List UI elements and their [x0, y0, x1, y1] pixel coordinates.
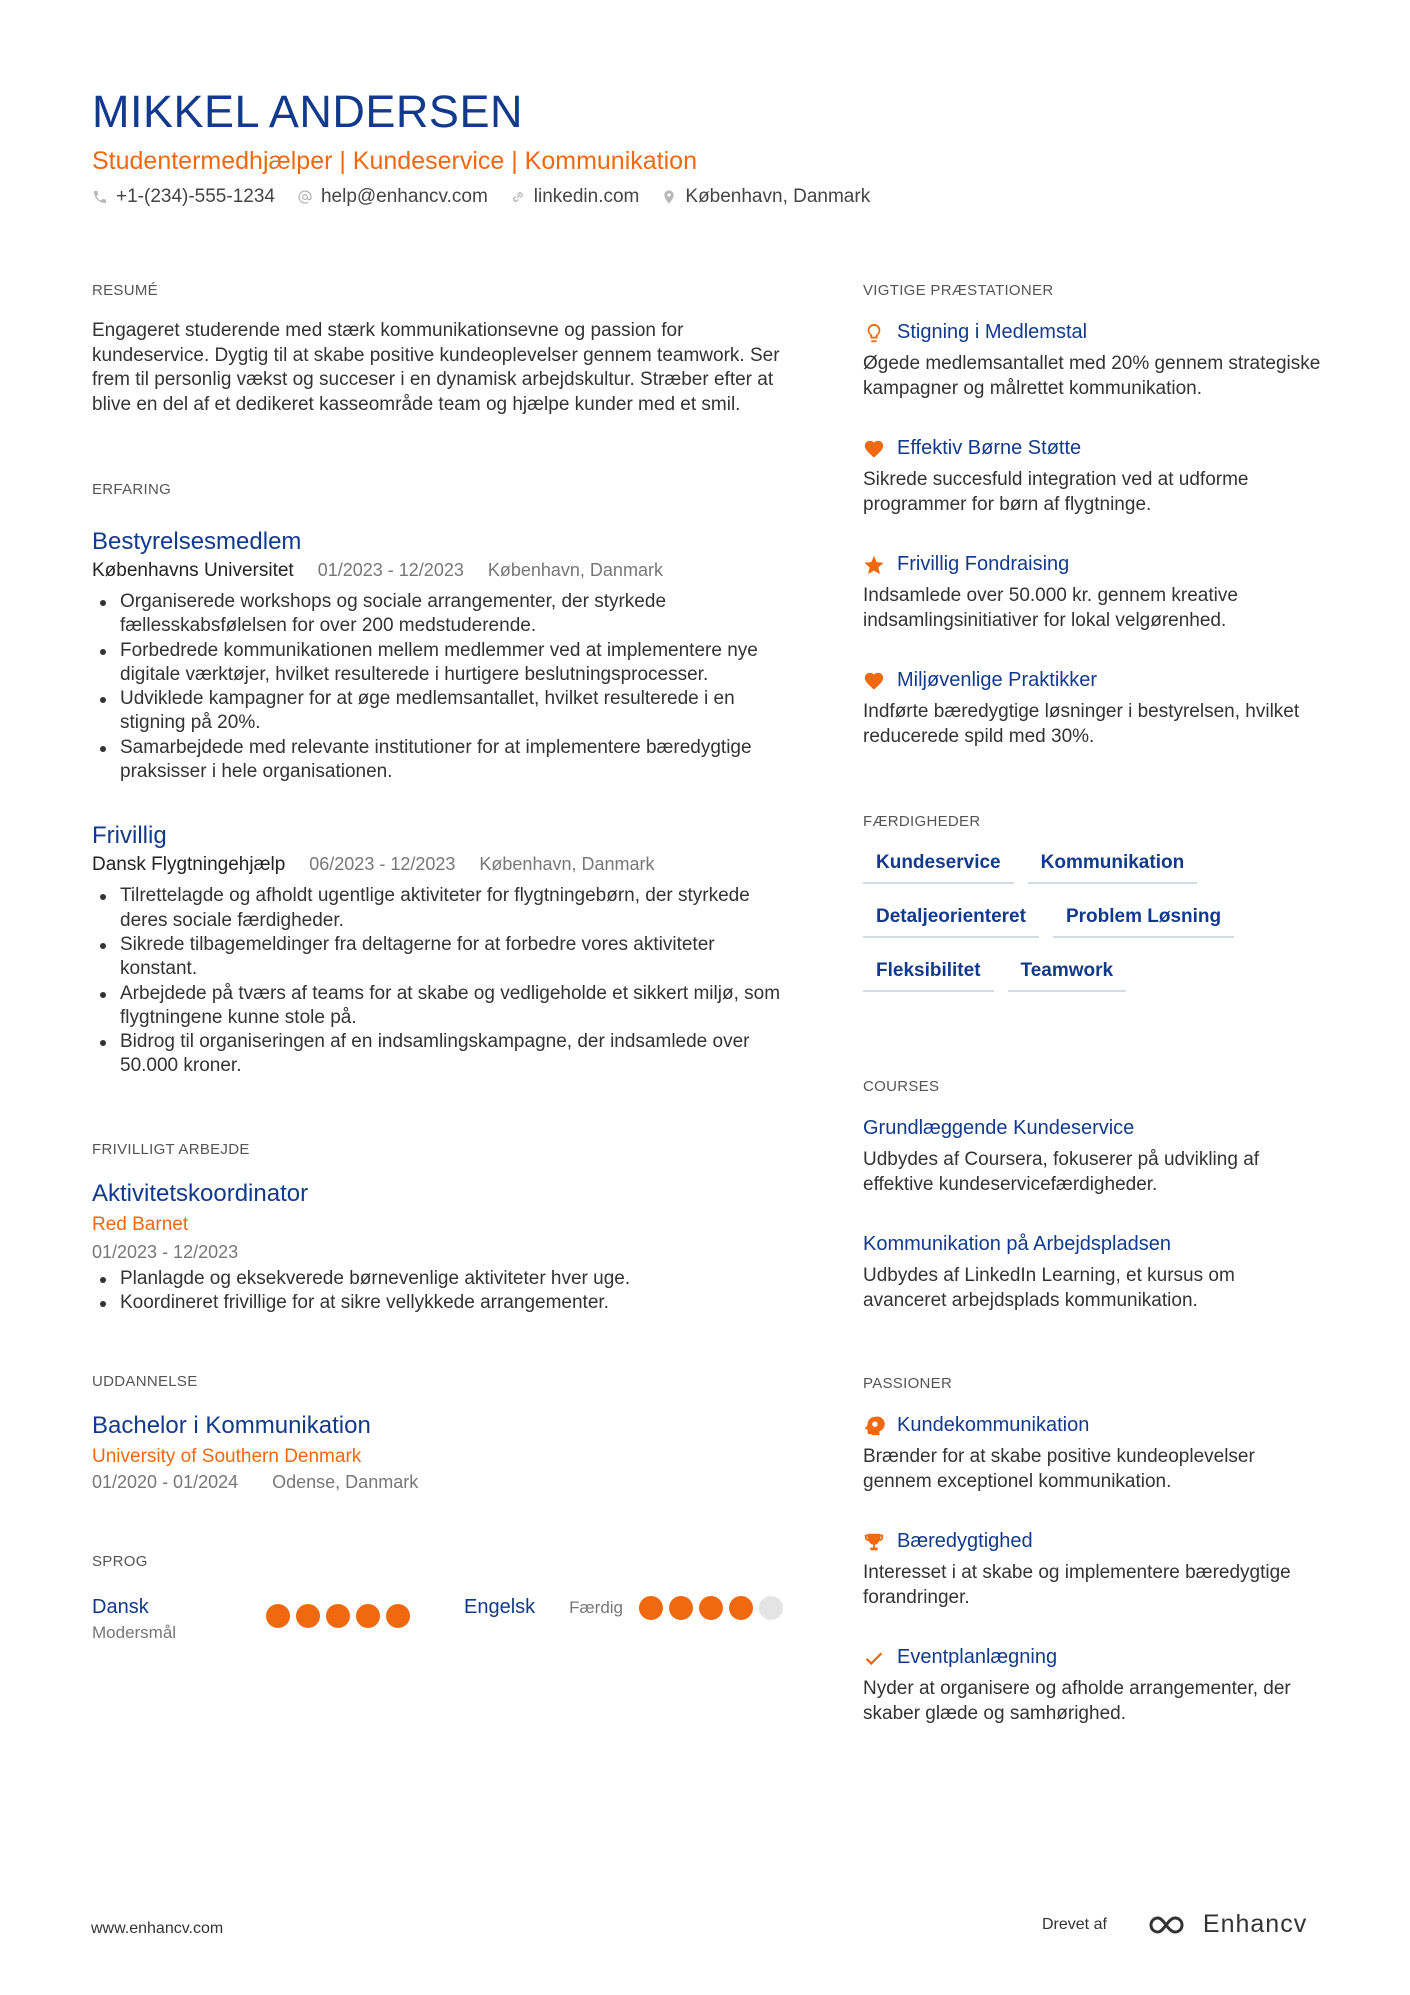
education-location: Odense, Danmark — [272, 1472, 419, 1493]
job-title: Bestyrelsesmedlem — [92, 528, 302, 555]
achievement-item — [863, 321, 1323, 401]
achievement-item — [863, 553, 1323, 633]
achievement-title-text: Miljøvenlige Praktikker — [897, 669, 1098, 691]
courses-heading: COURSES — [863, 1078, 940, 1095]
email-text[interactable]: help@enhancv.com — [320, 186, 488, 207]
job-entry — [92, 528, 792, 784]
job-dates: 01/2023 - 12/2023 — [317, 560, 464, 580]
job-company: Københavns Universitet — [92, 560, 294, 581]
passion-desc: Nyder at organisere og afholde arrangementer, der skaber glæde og samhørighed. — [863, 1678, 1291, 1724]
education-meta — [92, 1472, 792, 1493]
trophy-icon — [863, 1531, 885, 1553]
volunteer-section — [92, 1141, 792, 1316]
achievement-title — [863, 553, 1323, 576]
achievements-heading: VIGTIGE PRÆSTATIONER — [863, 282, 1054, 299]
candidate-subtitle: Studentermedhjælper | Kundeservice | Kommunikation — [92, 147, 697, 175]
passion-title-text: Kundekommunikation — [897, 1414, 1090, 1436]
language-name: Dansk — [92, 1596, 149, 1619]
linkedin-text[interactable]: linkedin.com — [533, 186, 640, 207]
job-location: København, Danmark — [479, 854, 655, 875]
passion-title-text: Bæredygtighed — [897, 1530, 1033, 1552]
rating-dot-filled — [669, 1596, 693, 1620]
languages-heading: SPROG — [92, 1553, 148, 1571]
candidate-name: MIKKEL ANDERSEN — [92, 86, 523, 137]
education-degree: Bachelor i Kommunikation — [92, 1412, 371, 1440]
summary-section — [92, 282, 792, 417]
rating-dot-filled — [266, 1604, 290, 1628]
contact-email[interactable] — [297, 186, 488, 208]
at-icon — [297, 189, 313, 205]
bullet-item: Samarbejdede med relevante institutioner for at implementere bæredygtige praksisser i hele organisationen. — [92, 736, 792, 785]
course-title: Kommunikation på Arbejdspladsen — [863, 1233, 1171, 1255]
volunteer-bullets — [92, 1267, 792, 1316]
bullet-item: Koordineret frivillige for at sikre vellykkede arrangementer. — [92, 1291, 792, 1315]
summary-text: Engageret studerende med stærk kommunikationsevne og passion for kundeservice. Dygtig til at skabe positive kundeoplevelser gennem teamwork. Ser frem til personlig vækst og succeser i en dynamisk arbejdskultur. Stræber efter at blive en del af et dedikeret kasseområde team og hjælpe kunder med et smil. — [92, 320, 780, 415]
right-column — [863, 282, 1323, 1726]
achievement-desc: Øgede medlemsantallet med 20% gennem strategiske kampagner og målrettet kommunikation. — [863, 353, 1321, 399]
languages-section — [92, 1553, 792, 1643]
bullet-item: Udviklede kampagner for at øge medlemsantallet, hvilket resulterede i en stigning på 20%. — [92, 687, 792, 736]
volunteer-org: Red Barnet — [92, 1213, 189, 1235]
achievement-title-text: Effektiv Børne Støtte — [897, 437, 1082, 459]
language-item — [92, 1596, 266, 1643]
skill-tag: Teamwork — [1008, 960, 1127, 992]
job-location: København, Danmark — [487, 560, 663, 580]
rating-dot-filled — [386, 1604, 410, 1628]
skills-list — [863, 852, 1303, 992]
achievement-item — [863, 669, 1323, 749]
heart-icon — [863, 670, 885, 692]
achievement-title — [863, 321, 1323, 344]
contact-linkedin[interactable] — [510, 186, 640, 208]
languages-row — [92, 1596, 792, 1643]
volunteer-dates: 01/2023 - 12/2023 — [92, 1241, 239, 1262]
head-icon — [863, 1415, 885, 1437]
passion-item — [863, 1530, 1323, 1610]
rating-dot-filled — [699, 1596, 723, 1620]
passion-item — [863, 1414, 1323, 1494]
job-meta — [92, 854, 792, 876]
skill-tag: Problem Løsning — [1053, 906, 1234, 938]
bullet-item: Organiserede workshops og sociale arrangementer, der styrkede fællesskabsfølelsen for over 200 medstuderende. — [92, 590, 792, 639]
lightbulb-icon — [863, 322, 885, 344]
star-icon — [863, 554, 885, 576]
skill-tag: Fleksibilitet — [863, 960, 994, 992]
experience-heading: ERFARING — [92, 481, 172, 498]
achievement-title — [863, 437, 1323, 460]
contact-location — [661, 186, 870, 208]
passion-desc: Interesset i at skabe og implementere bæredygtige forandringer. — [863, 1562, 1291, 1608]
achievement-item — [863, 437, 1323, 517]
bullet-item: Arbejdede på tværs af teams for at skabe og vedligeholde et sikkert miljø, som flygtningene kunne stole på. — [92, 982, 792, 1031]
link-icon — [510, 189, 526, 205]
summary-heading: RESUMÉ — [92, 282, 158, 299]
bullet-item: Planlagde og eksekverede børnevenlige aktiviteter hver uge. — [92, 1267, 792, 1291]
phone-icon — [92, 189, 108, 205]
education-section — [92, 1373, 792, 1493]
bullet-item: Bidrog til organiseringen af en indsamlingskampagne, der indsamlede over 50.000 kroner. — [92, 1030, 792, 1079]
enhancv-logo-icon — [1147, 1913, 1193, 1937]
job-company: Dansk Flygtningehjælp — [92, 854, 286, 876]
language-rating — [266, 1604, 410, 1628]
language-item — [464, 1596, 623, 1619]
rating-dot-filled — [296, 1604, 320, 1628]
course-desc: Udbydes af Coursera, fokuserer på udvikling af effektive kundeservicefærdigheder. — [863, 1149, 1260, 1195]
powered-by-label: Drevet af — [1042, 1915, 1107, 1933]
courses-section — [863, 1078, 1323, 1313]
skills-section — [863, 813, 1323, 992]
rating-dot-filled — [729, 1596, 753, 1620]
achievement-title-text: Stigning i Medlemstal — [897, 321, 1088, 343]
rating-dot-filled — [639, 1596, 663, 1620]
passion-title — [863, 1530, 1323, 1553]
course-item — [863, 1117, 1323, 1197]
bullet-item: Forbedrede kommunikationen mellem medlemmer ved at implementere nye digitale værktøjer, hvilket resulterede i hurtigere beslutningsprocesser. — [92, 639, 792, 688]
passion-title — [863, 1646, 1323, 1669]
skill-tag: Kundeservice — [863, 852, 1014, 884]
job-bullets — [92, 884, 792, 1078]
contact-bar — [92, 186, 870, 208]
phone-text: +1-(234)-555-1234 — [116, 186, 275, 207]
heart-icon — [863, 438, 885, 460]
achievements-section — [863, 282, 1323, 749]
skills-heading: FÆRDIGHEDER — [863, 813, 981, 830]
language-level: Færdig — [569, 1597, 624, 1617]
brand-name: Enhancv — [1202, 1910, 1308, 1938]
job-meta — [92, 560, 792, 582]
check-icon — [863, 1647, 885, 1669]
bullet-item: Tilrettelagde og afholdt ugentlige aktiviteter for flygtningebørn, der styrkede deres sociale færdigheder. — [92, 884, 792, 933]
education-dates: 01/2020 - 01/2024 — [92, 1472, 239, 1493]
rating-dot-empty — [759, 1596, 783, 1620]
skill-tag: Kommunikation — [1028, 852, 1198, 884]
passion-desc: Brænder for at skabe positive kundeoplevelser gennem exceptionel kommunikation. — [863, 1446, 1255, 1492]
education-heading: UDDANNELSE — [92, 1373, 198, 1391]
rating-dot-filled — [326, 1604, 350, 1628]
passion-title — [863, 1414, 1323, 1437]
volunteer-heading: FRIVILLIGT ARBEJDE — [92, 1140, 250, 1158]
experience-section — [92, 481, 792, 1079]
left-column — [92, 282, 792, 1643]
bullet-item: Sikrede tilbagemeldinger fra deltagerne for at forbedre vores aktiviteter konstant. — [92, 933, 792, 982]
skill-tag: Detaljeorienteret — [863, 906, 1039, 938]
passion-item — [863, 1646, 1323, 1726]
achievement-title-text: Frivillig Fondraising — [897, 553, 1070, 575]
location-pin-icon — [661, 189, 677, 205]
course-item — [863, 1233, 1323, 1313]
footer-website[interactable]: www.enhancv.com — [91, 1920, 224, 1937]
job-bullets — [92, 590, 792, 784]
footer-brand-area — [1042, 1910, 1307, 1939]
education-school: University of Southern Denmark — [92, 1446, 362, 1468]
language-level: Modersmål — [92, 1623, 177, 1643]
achievement-title — [863, 669, 1323, 692]
passions-heading: PASSIONER — [863, 1375, 953, 1392]
passions-section — [863, 1375, 1323, 1726]
language-rating — [639, 1596, 783, 1620]
achievement-desc: Sikrede succesfuld integration ved at udforme programmer for børn af flygtninge. — [863, 469, 1249, 515]
achievement-desc: Indsamlede over 50.000 kr. gennem kreative indsamlingsinitiativer for lokal velgørenhed. — [863, 585, 1238, 631]
course-desc: Udbydes af LinkedIn Learning, et kursus om avanceret arbejdsplads kommunikation. — [863, 1265, 1235, 1311]
language-name: Engelsk — [464, 1596, 536, 1619]
contact-phone — [92, 186, 275, 208]
job-entry — [92, 822, 792, 1078]
volunteer-role: Aktivitetskoordinator — [92, 1179, 309, 1207]
achievement-desc: Indførte bæredygtige løsninger i bestyrelsen, hvilket reducerede spild med 30%. — [863, 701, 1300, 747]
rating-dot-filled — [356, 1604, 380, 1628]
passion-title-text: Eventplanlægning — [897, 1646, 1058, 1668]
brand-logo — [1147, 1910, 1307, 1939]
course-title: Grundlæggende Kundeservice — [863, 1117, 1135, 1139]
location-text: København, Danmark — [685, 186, 871, 207]
job-dates: 06/2023 - 12/2023 — [309, 854, 456, 875]
job-title: Frivillig — [92, 822, 167, 850]
